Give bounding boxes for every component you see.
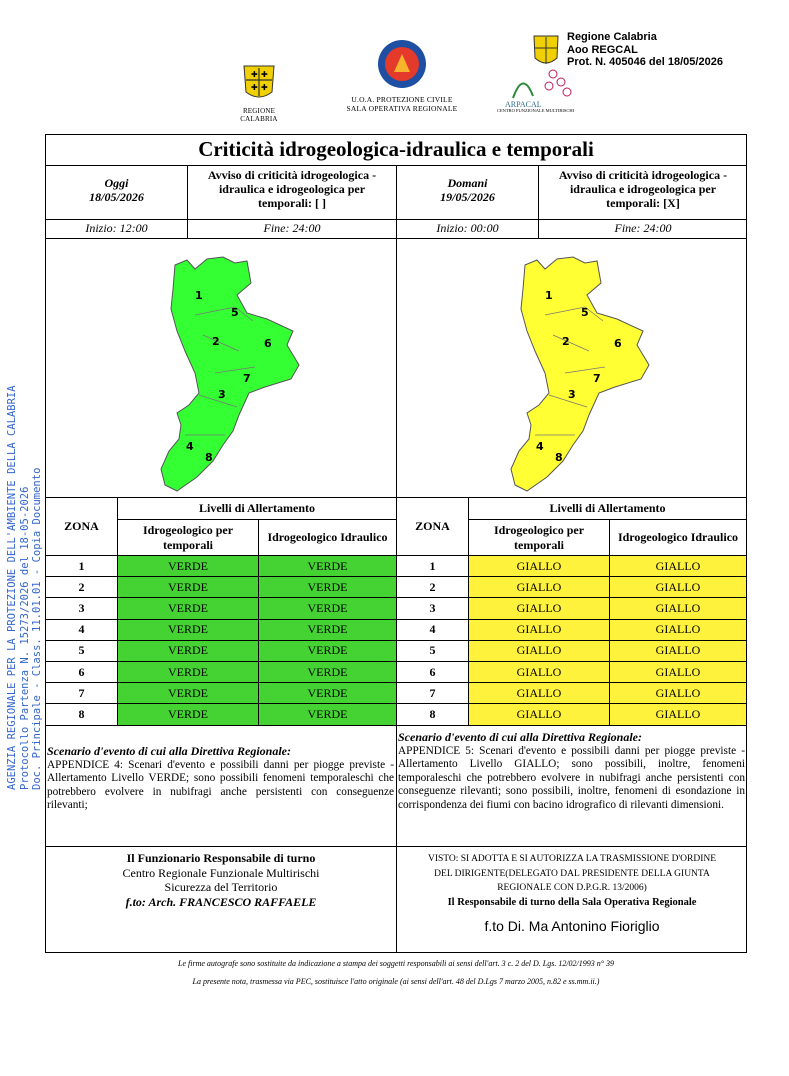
sig-left-l4: f.to: Arch. FRANCESCO RAFFAELE: [125, 894, 317, 909]
alert-level-cell: VERDE: [259, 619, 397, 640]
table-row: [46, 598, 397, 619]
zone-number: 6: [46, 661, 118, 682]
right-signature: [397, 852, 747, 934]
zone-number: 5: [46, 640, 118, 661]
tomorrow-scenario-text: APPENDICE 5: Scenari d'evento e possibili danni per piogge previste - Allertamento Livello GIALLO; sono possibili, inoltre, fenomeni temporaleschi che potrebbero evolvere in nubifragi anche persistenti con conseguenze rilevanti; sono possibili, inoltre, fenomeni di esondazione in corrispondenza dei fiumi con bacino idrografico di rilevanti dimensioni.: [398, 744, 745, 811]
tomorrow-scenario-title: Scenario d'evento di cui alla Direttiva Regionale:: [398, 730, 642, 744]
vertical-protocol-stamp: [6, 385, 44, 790]
alert-level-cell: VERDE: [259, 683, 397, 704]
alert-level-cell: GIALLO: [469, 683, 610, 704]
sig-right-l2: DEL DIRIGENTE(DELEGATO DAL PRESIDENTE DELLA GIUNTA: [434, 868, 710, 879]
protocol-line-3: Prot. N. 405046 del 18/05/2026: [567, 56, 723, 68]
tomorrow-date: 19/05/2026: [440, 190, 495, 204]
table-row: [46, 577, 397, 598]
svg-text:✚: ✚: [261, 70, 268, 79]
alert-level-cell: GIALLO: [610, 640, 747, 661]
alert-level-cell: GIALLO: [469, 598, 610, 619]
table-row: [46, 704, 397, 725]
today-header: [46, 176, 187, 204]
map-zone-label: 3: [568, 388, 576, 401]
svg-text:✚: ✚: [251, 83, 258, 92]
today-avviso-l1: Avviso di criticità idrogeologica -: [207, 168, 377, 182]
tomorrow-avviso-l3: temporali: [X]: [606, 196, 680, 210]
alert-level-cell: GIALLO: [469, 704, 610, 725]
zone-number: 8: [46, 704, 118, 725]
alert-level-cell: VERDE: [259, 556, 397, 577]
alert-level-cell: VERDE: [118, 598, 259, 619]
regione-calabria-logo: [224, 62, 294, 123]
zone-number: 4: [397, 619, 469, 640]
livelli-header: Livelli di Allertamento: [118, 498, 397, 520]
document-title: Criticità idrogeologica-idraulica e temporali: [198, 137, 594, 161]
arpacal-sub: CENTRO FUNZIONALE MULTIRISCHI: [496, 108, 575, 113]
protocol-line-1: Regione Calabria: [567, 31, 657, 43]
today-date: 18/05/2026: [89, 190, 144, 204]
tomorrow-rows: [397, 556, 747, 726]
calabria-region-shape: [511, 257, 649, 491]
alert-level-cell: VERDE: [118, 619, 259, 640]
calabria-region-shape: [161, 257, 299, 491]
livelli-header: Livelli di Allertamento: [469, 498, 747, 520]
footer-note-1: Le firme autografe sono sostituite da indicazione a stampa dei soggetti responsabili ai sensi dell'art. 3 c. 2 del D. Lgs. 12/02/1993 n° 39: [178, 959, 614, 968]
today-avviso-l2: idraulica e idrogeologica per: [218, 182, 366, 196]
map-zone-label: 5: [581, 306, 589, 319]
map-zone-label: 7: [243, 372, 251, 385]
today-fine: Fine: 24:00: [263, 221, 321, 235]
alert-level-cell: GIALLO: [469, 556, 610, 577]
table-row: [46, 556, 397, 577]
alert-level-cell: GIALLO: [469, 661, 610, 682]
alert-level-cell: GIALLO: [610, 683, 747, 704]
alert-level-cell: GIALLO: [610, 661, 747, 682]
today-avviso-l3: temporali: [ ]: [258, 196, 326, 210]
alert-level-cell: VERDE: [259, 598, 397, 619]
sig-left-l3: Sicurezza del Territorio: [164, 880, 278, 894]
stamp-line-2: Protocollo Partenza N. 15273/2026 del 18-05-2026: [18, 486, 31, 790]
zone-number: 1: [46, 556, 118, 577]
zone-number: 5: [397, 640, 469, 661]
arpacal-name: ARPACAL: [505, 100, 542, 109]
left-signature: [46, 851, 396, 909]
table-row: [46, 619, 397, 640]
alert-level-cell: GIALLO: [469, 640, 610, 661]
protezione-civile-icon: [332, 38, 472, 90]
zone-number: 1: [397, 556, 469, 577]
sig-left-l2: Centro Regionale Funzionale Multirischi: [122, 865, 320, 880]
tomorrow-fine: Fine: 24:00: [614, 221, 672, 235]
table-row: [46, 683, 397, 704]
alert-level-cell: VERDE: [118, 640, 259, 661]
tomorrow-zone-map: [505, 255, 655, 495]
protocol-block: [567, 31, 767, 69]
map-zone-label: 7: [593, 372, 601, 385]
table-row: [46, 661, 397, 682]
alert-level-cell: GIALLO: [610, 619, 747, 640]
map-zone-label: 1: [195, 289, 203, 302]
zona-header: ZONA: [46, 498, 118, 556]
map-zone-label: 6: [614, 337, 622, 350]
regione-small-shield-icon: [530, 34, 562, 70]
zona-header: ZONA: [397, 498, 469, 556]
table-row: [397, 704, 747, 725]
footer-note-2: La presente nota, trasmessa via PEC, sostituisce l'atto originale (ai sensi dell'art. 48 del D.Lgs 7 marzo 2005, n.82 e ss.mm.ii.): [192, 977, 600, 986]
alert-level-cell: VERDE: [259, 661, 397, 682]
regione-shield-icon: [224, 62, 294, 102]
today-alert-table: [45, 497, 397, 726]
zone-number: 8: [397, 704, 469, 725]
protezione-label-2: SALA OPERATIVA REGIONALE: [346, 104, 458, 113]
table-row: [397, 619, 747, 640]
map-zone-label: 6: [264, 337, 272, 350]
zone-number: 3: [46, 598, 118, 619]
alert-level-cell: GIALLO: [469, 619, 610, 640]
today-rows: [46, 556, 397, 726]
alert-level-cell: VERDE: [118, 661, 259, 682]
table-row: [397, 577, 747, 598]
today-scenario-title: Scenario d'evento di cui alla Direttiva Regionale:: [47, 744, 291, 758]
sig-right-l1: VISTO: SI ADOTTA E SI AUTORIZZA LA TRASMISSIONE D'ORDINE: [427, 854, 717, 864]
map-zone-label: 5: [231, 306, 239, 319]
alert-level-cell: GIALLO: [610, 704, 747, 725]
regione-small-logo: [530, 34, 562, 70]
tomorrow-inizio: Inizio: 00:00: [436, 221, 499, 235]
tomorrow-avviso-l2: idraulica e idrogeologica per: [569, 182, 717, 196]
table-row: [397, 556, 747, 577]
table-row: [46, 640, 397, 661]
tomorrow-alert-table: [396, 497, 747, 726]
table-row: [397, 683, 747, 704]
sig-right-l5: f.to Di. Ma Antonino Fioriglio: [484, 918, 660, 934]
zone-number: 3: [397, 598, 469, 619]
today-inizio: Inizio: 12:00: [85, 221, 148, 235]
zone-number: 2: [46, 577, 118, 598]
svg-text:✚: ✚: [261, 83, 268, 92]
stamp-line-1: AGENZIA REGIONALE PER LA PROTEZIONE DELL'AMBIENTE DELLA CALABRIA: [6, 385, 18, 790]
alert-level-cell: GIALLO: [610, 577, 747, 598]
col2-header: Idrogeologico Idraulico: [610, 520, 747, 556]
map-zone-label: 8: [555, 451, 563, 464]
map-zone-label: 3: [218, 388, 226, 401]
protezione-label-1: U.O.A. PROTEZIONE CIVILE: [351, 95, 453, 104]
zone-number: 7: [46, 683, 118, 704]
col1-header: Idrogeologico per temporali: [469, 520, 610, 556]
table-row: [397, 640, 747, 661]
today-avviso: [188, 168, 396, 210]
col1-header: Idrogeologico per temporali: [118, 520, 259, 556]
sig-right-l3: REGIONALE CON D.P.G.R. 13/2006): [497, 883, 647, 893]
map-zone-label: 4: [186, 440, 194, 453]
table-row: [397, 598, 747, 619]
alert-level-cell: VERDE: [118, 683, 259, 704]
today-label: Oggi: [104, 176, 129, 190]
arpacal-logo: [483, 66, 588, 116]
protezione-civile-logo: [332, 38, 472, 113]
map-zone-label: 1: [545, 289, 553, 302]
tomorrow-header: [397, 176, 538, 204]
tomorrow-scenario: [398, 731, 745, 812]
alert-level-cell: GIALLO: [610, 598, 747, 619]
arpacal-icon: [483, 66, 588, 102]
today-zone-map: [155, 255, 305, 495]
alert-level-cell: VERDE: [259, 577, 397, 598]
alert-level-cell: VERDE: [259, 640, 397, 661]
alert-level-cell: VERDE: [259, 704, 397, 725]
zone-number: 4: [46, 619, 118, 640]
regione-logo-label: REGIONE CALABRIA: [240, 107, 278, 123]
zone-number: 6: [397, 661, 469, 682]
tomorrow-label: Domani: [447, 176, 488, 190]
protocol-line-2: Aoo REGCAL: [567, 43, 638, 56]
sig-right-l4: Il Responsabile di turno della Sala Operativa Regionale: [447, 896, 697, 908]
stamp-line-3: Doc. Principale - Class. 11.01.01 - Copia Documento: [31, 467, 43, 790]
zone-number: 2: [397, 577, 469, 598]
table-row: [397, 661, 747, 682]
tomorrow-avviso: [539, 168, 747, 210]
zone-number: 7: [397, 683, 469, 704]
alert-level-cell: VERDE: [118, 704, 259, 725]
svg-text:✚: ✚: [251, 70, 258, 79]
today-scenario: [47, 745, 394, 813]
alert-level-cell: VERDE: [118, 556, 259, 577]
map-zone-label: 4: [536, 440, 544, 453]
map-zone-label: 2: [562, 335, 570, 348]
alert-level-cell: VERDE: [118, 577, 259, 598]
today-scenario-text: APPENDICE 4: Scenari d'evento e possibili danni per piogge previste - Allertamento Livello VERDE; sono possibili fenomeni temporaleschi che potrebbero evolvere in nubifragi anche persistenti con conseguenze rilevanti;: [47, 758, 394, 811]
col2-header: Idrogeologico Idraulico: [259, 520, 397, 556]
tomorrow-avviso-l1: Avviso di criticità idrogeologica -: [558, 168, 728, 182]
alert-level-cell: GIALLO: [469, 577, 610, 598]
alert-level-cell: GIALLO: [610, 556, 747, 577]
map-zone-label: 8: [205, 451, 213, 464]
map-zone-label: 2: [212, 335, 220, 348]
sig-left-l1: Il Funzionario Responsabile di turno: [126, 851, 316, 865]
